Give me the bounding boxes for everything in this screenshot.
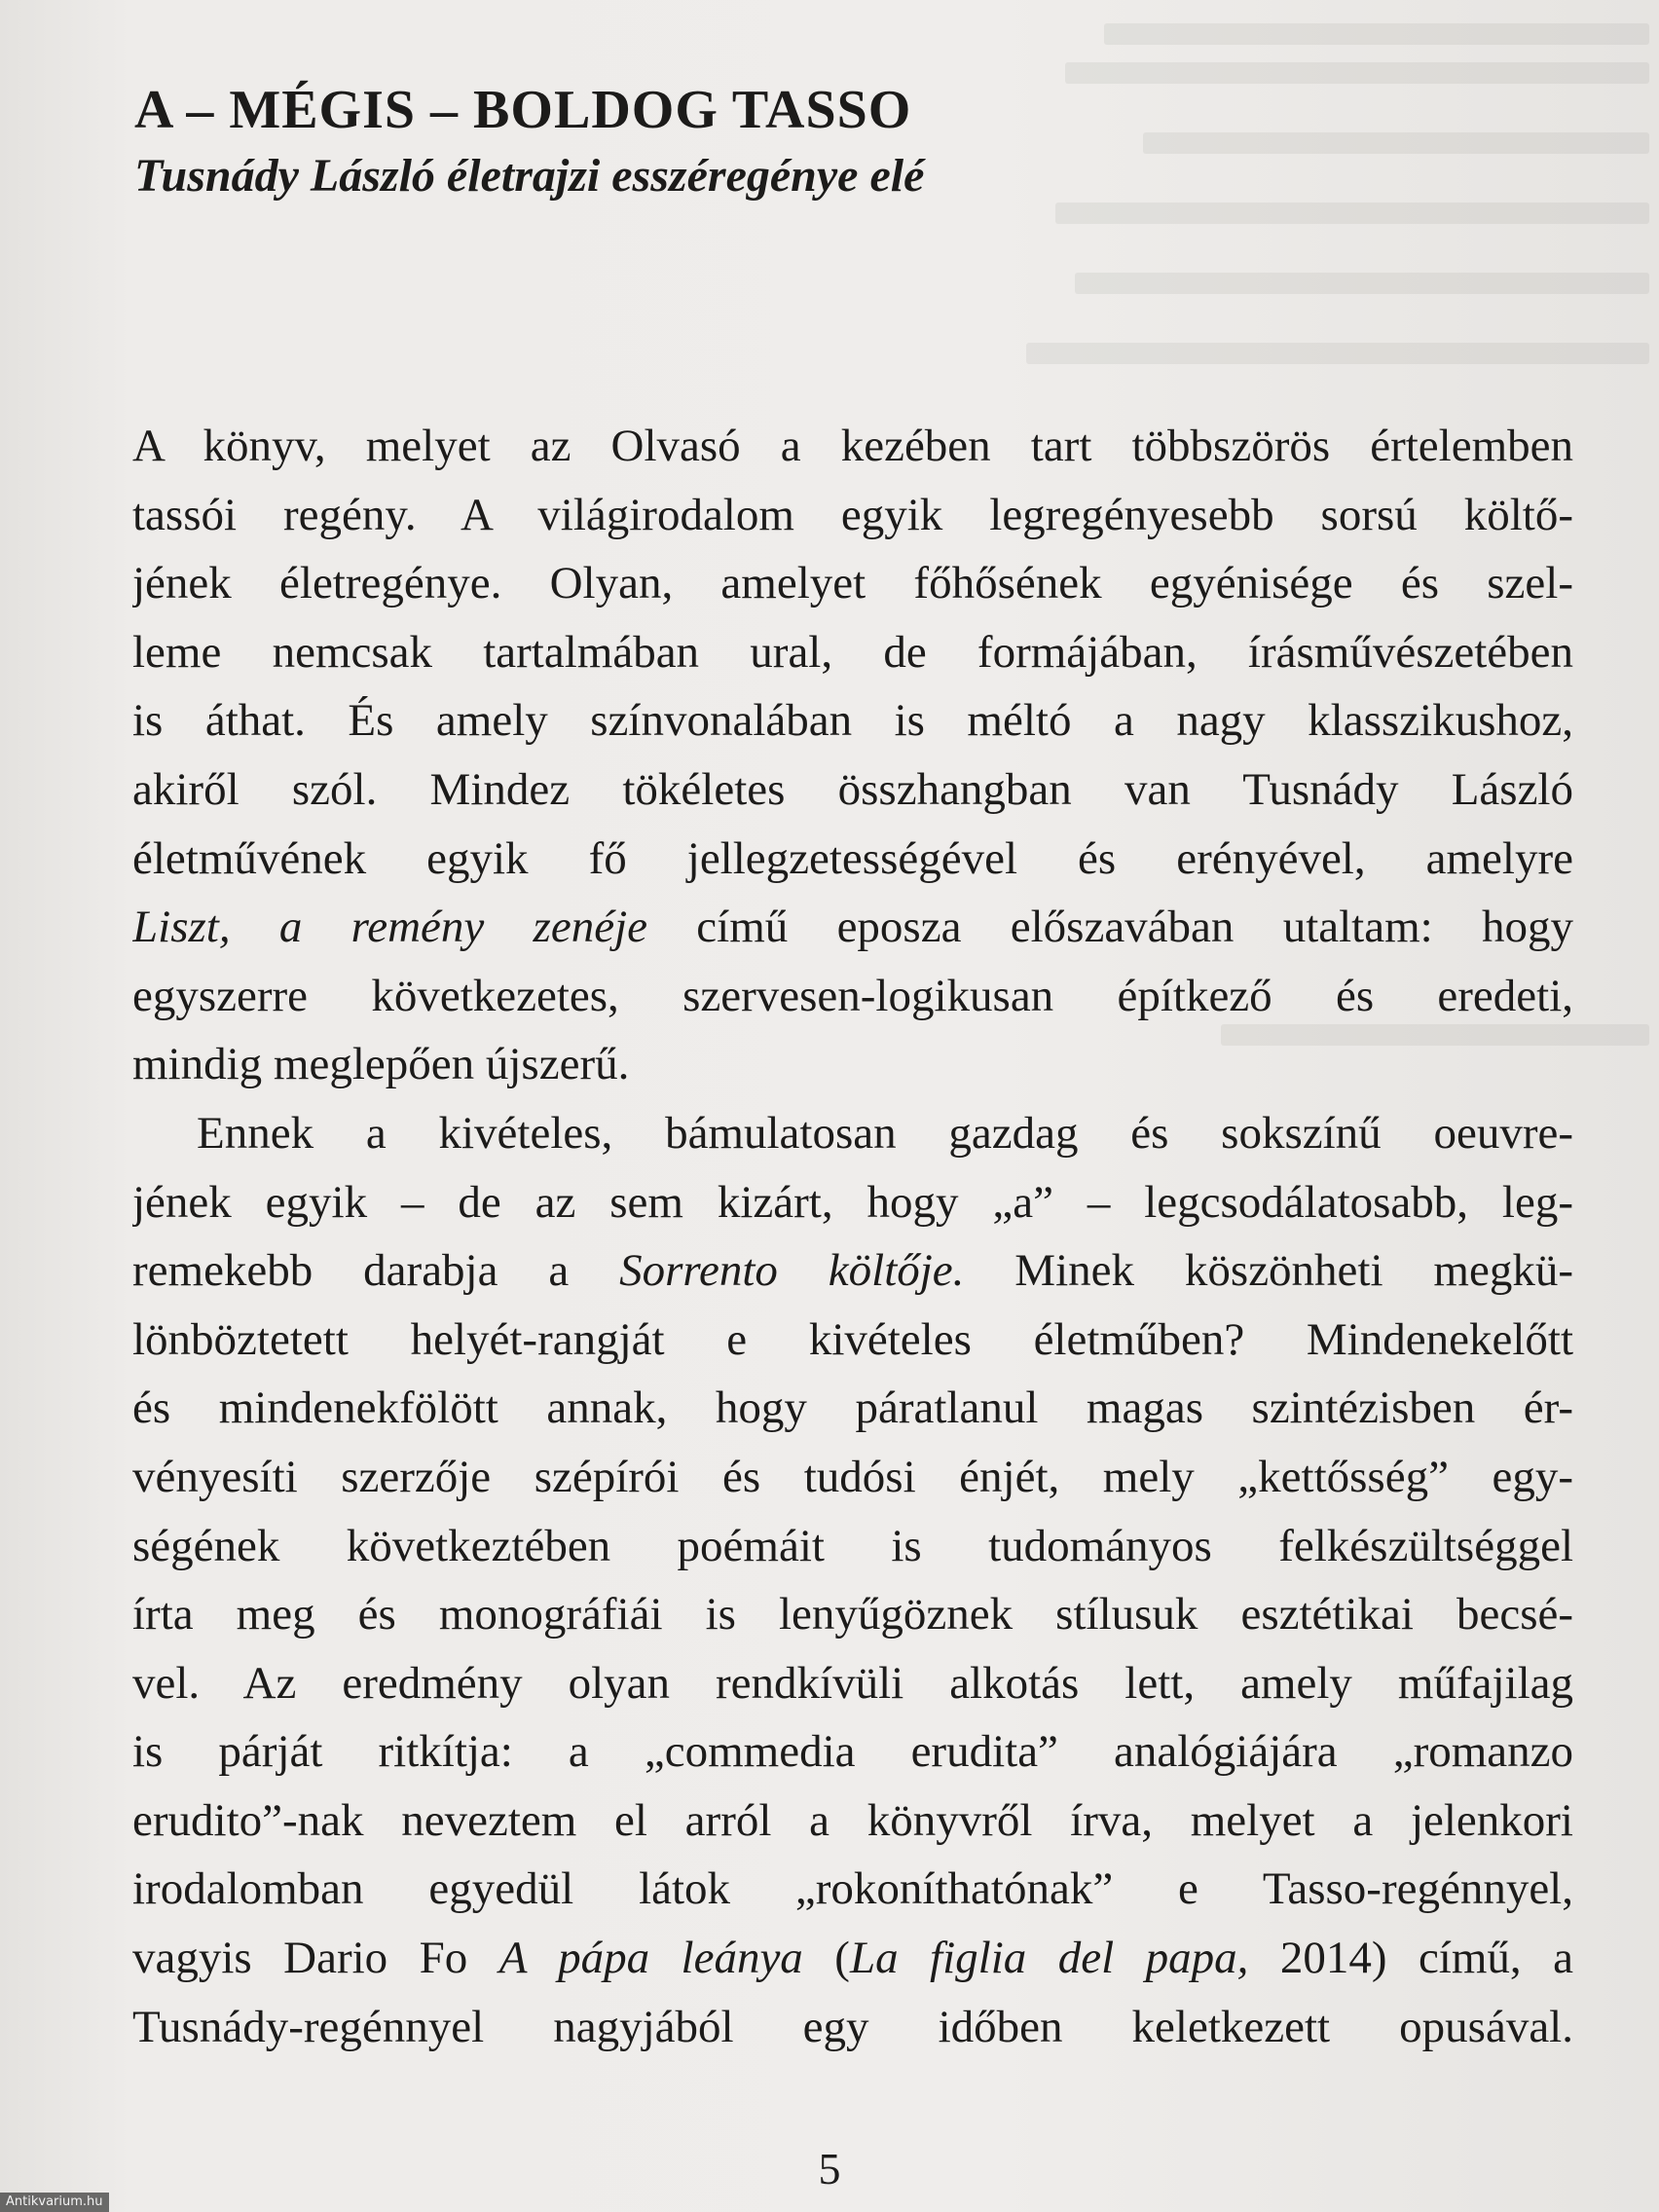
text-line: remekebb darabja a Sorrento költője. Minek köszönheti megkü-: [132, 1245, 1573, 1297]
text-line: is párját ritkítja: a „commedia erudita” analógiájára „romanzo: [132, 1726, 1573, 1778]
italic-title-sorrento: Sorrento költője.: [619, 1245, 965, 1297]
chapter-title: A – MÉGIS – BOLDOG TASSO: [134, 80, 912, 140]
paragraph-1: [132, 412, 1573, 1099]
text-line: mindig meglepően újszerű.: [132, 1039, 630, 1090]
chapter-subtitle: Tusnády László életrajzi esszéregénye elé: [134, 150, 925, 202]
italic-title-liszt: Liszt, a remény zenéje: [132, 902, 647, 953]
text-line: vel. Az eredmény olyan rendkívüli alkotás lett, amely műfajilag: [132, 1657, 1573, 1709]
text-line: is áthat. És amely színvonalában is méltó a nagy klasszikushoz,: [132, 695, 1573, 747]
text-line: tassói regény. A világirodalom egyik legregényesebb sorsú költő-: [132, 489, 1573, 540]
text-line: életművének egyik fő jellegzetességével és erényével, amelyre: [132, 832, 1573, 884]
text-line: írta meg és monográfiái is lenyűgöznek stílusuk esztétikai becsé-: [132, 1589, 1573, 1641]
page-number: 5: [818, 2144, 841, 2194]
text-line: jének életregénye. Olyan, amelyet főhősének egyénisége és szel-: [132, 558, 1573, 609]
text-line: egyszerre következetes, szervesen-logikusan építkező és eredeti,: [132, 970, 1573, 1021]
text-line: erudito”-nak neveztem el arról a könyvről írva, melyet a jelenkori: [132, 1794, 1573, 1846]
italic-title-papa-leanya: A pápa leánya: [498, 1933, 803, 1984]
text-line: leme nemcsak tartalmában ural, de formájában, írásművészetében: [132, 626, 1573, 678]
watermark: Antikvarium.hu: [0, 2193, 109, 2212]
text-line: vényesíti szerzője szépírói és tudósi énjét, mely „kettősség” egy-: [132, 1451, 1573, 1502]
text-line: akiről szól. Mindez tökéletes összhangban van Tusnády László: [132, 763, 1573, 815]
text-line: ségének következtében poémáit is tudományos felkészültséggel: [132, 1520, 1573, 1571]
body-text: [132, 412, 1573, 2061]
text-line: Liszt, a remény zenéje című eposza előszavában utaltam: hogy: [132, 902, 1573, 953]
chapter-header: [134, 76, 1546, 208]
text-line: lönböztetett helyét-rangját e kivételes életműben? Mindenekelőtt: [132, 1313, 1573, 1365]
text-line: vagyis Dario Fo A pápa leánya (La figlia del papa, 2014) című, a: [132, 1933, 1573, 1984]
text-line: irodalomban egyedül látok „rokoníthatónak” e Tasso-regénnyel,: [132, 1863, 1573, 1915]
text-line: Ennek a kivételes, bámulatosan gazdag és sokszínű oeuvre-: [197, 1107, 1573, 1159]
text-line: és mindenekfölött annak, hogy páratlanul magas szintézisben ér-: [132, 1382, 1573, 1434]
italic-title-figlia: La figlia del papa,: [849, 1933, 1249, 1984]
text-line: A könyv, melyet az Olvasó a kezében tart többszörös értelemben: [132, 421, 1573, 471]
text-line: jének egyik – de az sem kizárt, hogy „a” – legcsodálatosabb, leg-: [132, 1176, 1573, 1228]
text-line: Tusnády-regénnyel nagyjából egy időben keletkezett opusával.: [132, 2001, 1573, 2052]
paragraph-2: [132, 1099, 1573, 2061]
